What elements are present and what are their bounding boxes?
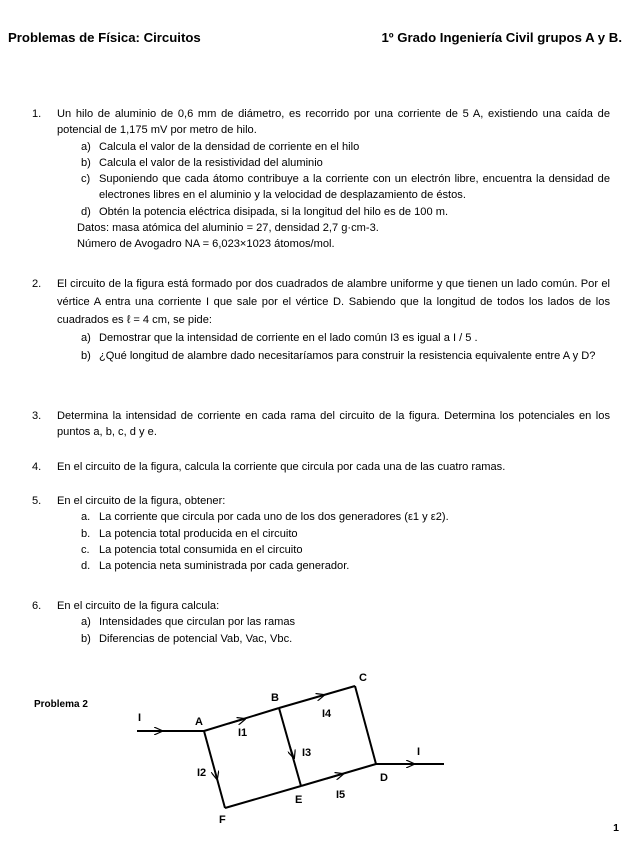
list-item: d. La potencia neta suministrada por cada generador. — [81, 560, 350, 573]
wire-C-D — [355, 686, 376, 764]
node-label-E: E — [295, 794, 303, 806]
problem-number: 3. — [32, 410, 42, 422]
data-line: Número de Avogadro NA = 6,023×1023 átomos/mol. — [77, 238, 335, 251]
node-label-B: B — [271, 692, 279, 704]
list-item: b. La potencia total producida en el circuito — [81, 527, 298, 540]
problem-number: 5. — [32, 495, 42, 507]
current-label-I2: I2 — [197, 767, 207, 779]
problem-number: 1. — [32, 108, 42, 120]
list-item: b) Calcula el valor de la resistividad del aluminio — [81, 156, 323, 169]
current-label-I5: I5 — [336, 789, 346, 801]
list-item: a. La corriente que circula por cada uno de los dos generadores (ε1 y ε2). — [81, 511, 449, 524]
list-item: a) Intensidades que circulan por las ramas — [81, 616, 296, 629]
header-course: 1º Grado Ingeniería Civil grupos A y B. — [381, 30, 622, 45]
list-item: c) Suponiendo que cada átomo contribuye a la corriente con un electrón libre, encuentra la densidad de electrones libres en el aluminio y la velocidad de desplazamiento de éstos. — [81, 173, 610, 202]
list-item: c. La potencia total consumida en el circuito — [81, 543, 303, 556]
arrow-I1 — [228, 719, 245, 724]
problem-statement: Un hilo de aluminio de 0,6 mm de diámetro, es recorrido por una corriente de 5 A, existiendo una caída de potencial de 1,175 mV por metro de hilo. — [57, 108, 610, 137]
arrow-I5 — [326, 774, 343, 779]
problem-number: 2. — [32, 278, 42, 290]
arrow-I2 — [212, 760, 217, 779]
figure-caption: Problema 2 — [34, 699, 88, 710]
problem-statement: El circuito de la figura está formado por dos cuadrados de alambre uniforme y que tienen un lado común. Por el vértice A entra una corriente I que sale por el vértice D. Sabiendo que la longitud de todos los lados de los cuadrados es ℓ = 4 cm, se pide: — [57, 278, 610, 326]
list-item: d) Obtén la potencia eléctrica disipada, si la longitud del hilo es de 100 m. — [81, 205, 449, 218]
wire-E-F — [225, 786, 301, 808]
node-label-A: A — [195, 716, 203, 728]
current-label-I-in: I — [138, 712, 142, 724]
problem-number: 4. — [32, 461, 42, 473]
list-item: b) ¿Qué longitud de alambre dado necesitaríamos para construir la resistencia equivalente entre A y D? — [81, 350, 596, 362]
arrow-I3 — [288, 740, 294, 758]
page-number: 1 — [613, 822, 619, 834]
list-item: a) Calcula el valor de la densidad de corriente en el hilo — [81, 140, 360, 153]
node-label-F: F — [219, 814, 226, 826]
data-line: Datos: masa atómica del aluminio = 27, densidad 2,7 g·cm-3. — [77, 222, 379, 235]
list-item: b) Diferencias de potencial Vab, Vac, Vbc. — [81, 632, 293, 645]
current-label-I3: I3 — [302, 747, 312, 759]
problem-number: 6. — [32, 600, 42, 612]
current-label-I-out: I — [417, 746, 421, 758]
problem-statement: En el circuito de la figura calcula: — [57, 600, 220, 612]
current-label-I1: I1 — [238, 727, 248, 739]
problem-statement: Determina la intensidad de corriente en cada rama del circuito de la figura. Determina los potenciales en los puntos a, b, c, d y e. — [57, 410, 610, 439]
arrow-I4 — [307, 695, 324, 700]
problem-statement: En el circuito de la figura, calcula la corriente que circula por cada una de las cuatro ramas. — [57, 461, 506, 473]
current-label-I4: I4 — [322, 708, 332, 720]
list-item: a) Demostrar que la intensidad de corriente en el lado común I3 es igual a I / 5 . — [81, 332, 478, 344]
problem-statement: En el circuito de la figura, obtener: — [57, 495, 226, 507]
node-label-D: D — [380, 772, 388, 784]
header-title: Problemas de Física: Circuitos — [8, 30, 201, 45]
node-label-C: C — [359, 672, 367, 684]
